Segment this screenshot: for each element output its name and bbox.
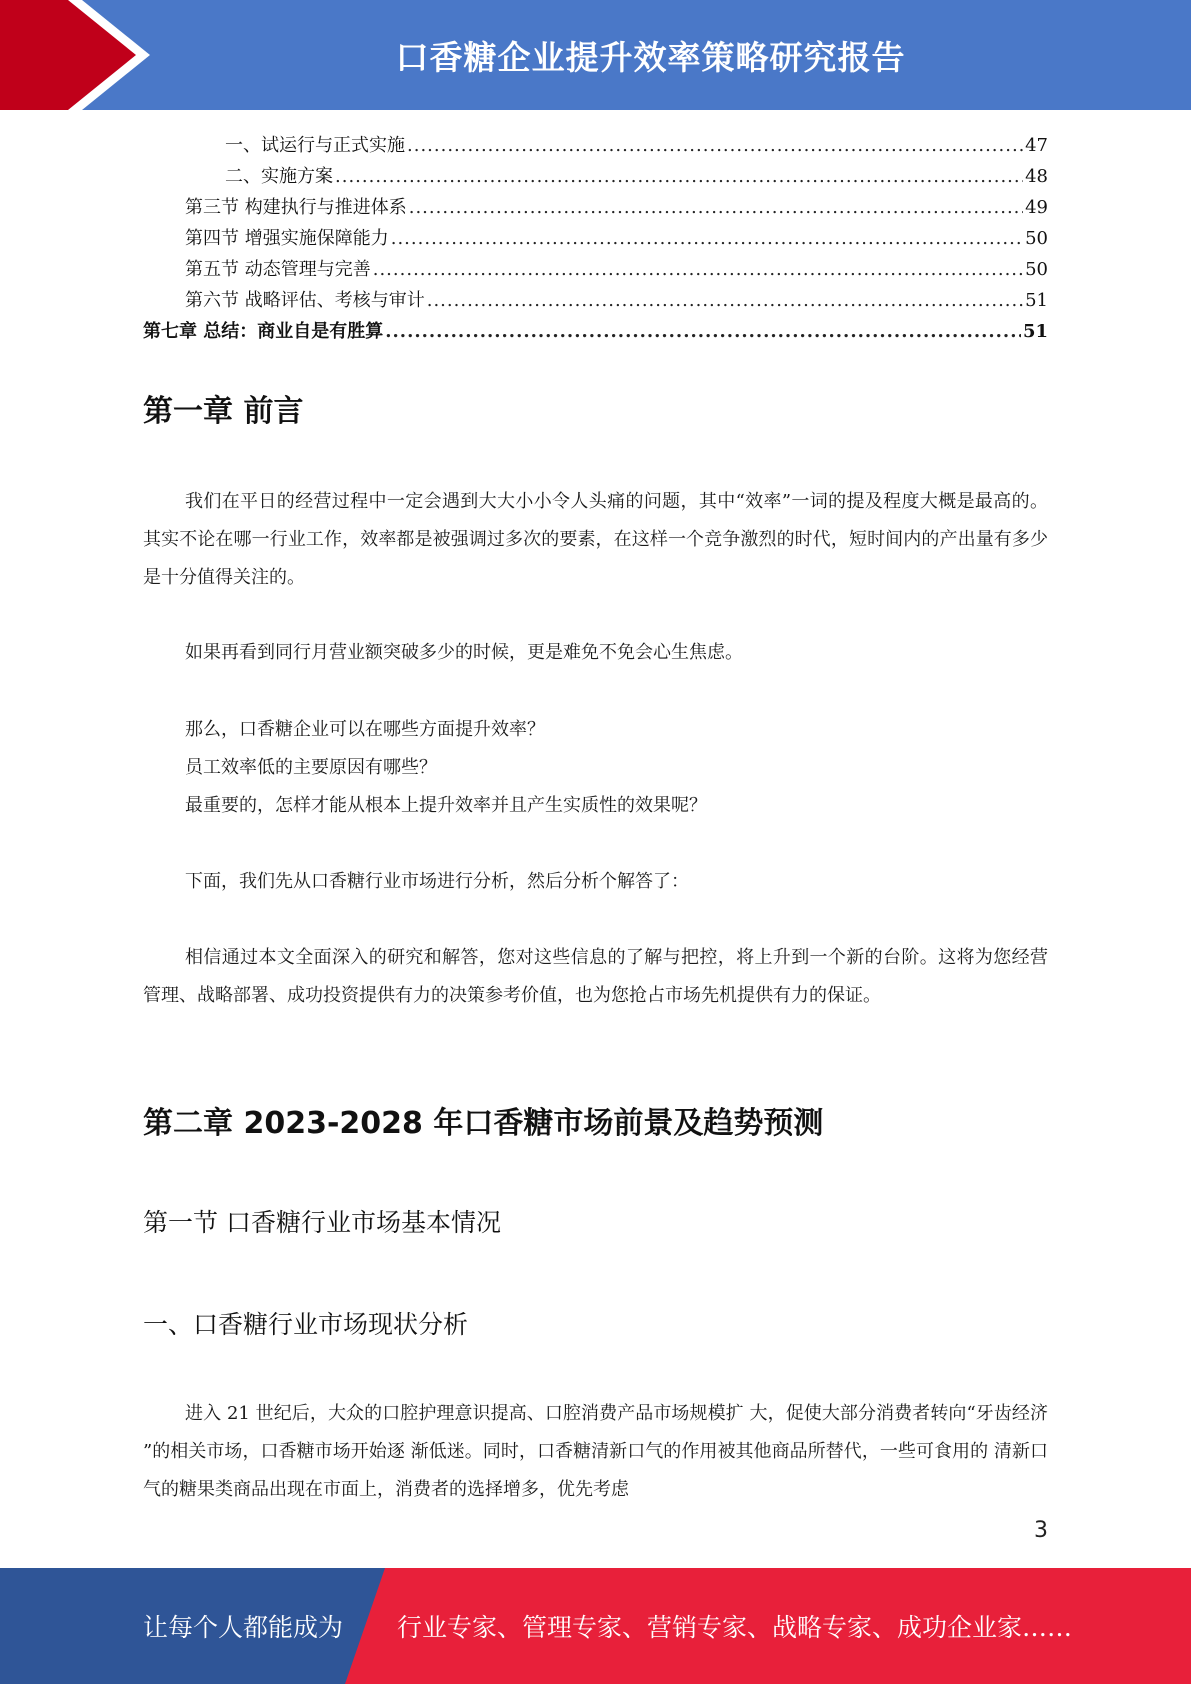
toc-entry[interactable] — [143, 223, 1048, 254]
toc-entry-label: 第四节 增强实施保障能力 — [185, 228, 389, 249]
footer-band — [0, 1568, 1191, 1684]
toc-entry-label: 第六节 战略评估、考核与审计 — [185, 290, 425, 311]
toc-leader-dots — [391, 223, 1023, 254]
question-line: 最重要的，怎样才能从根本上提升效率并且产生实质性的效果呢？ — [185, 795, 707, 816]
paragraph: 如果再看到同行月营业额突破多少的时候，更是难免不免会心生焦虑。 — [185, 642, 743, 663]
footer-slogan-left: 让每个人都能成为 — [143, 1613, 344, 1642]
toc-entry[interactable] — [143, 285, 1048, 316]
paragraph: 我们在平日的经营过程中一定会遇到大大小小令人头痛的问题，其中“效率”一词的提及程度大概是最高的。其实不论在哪一行业工作，效率都是被强调过多次的要素，在这样一个竞争激烈的时代，短时间内的产出量有多少是十分值得关注的。 — [143, 491, 1048, 588]
toc-entry-label: 第七章 总结：商业自是有胜算 — [143, 321, 384, 342]
toc-leader-dots — [407, 130, 1023, 161]
toc-entry[interactable] — [143, 161, 1048, 192]
toc-entry-page: 51 — [1022, 321, 1048, 342]
paragraph: 进入 21 世纪后，大众的口腔护理意识提高、口腔消费产品市场规模扩 大，促使大部分消费者转向“牙齿经济 ”的相关市场，口香糖市场开始逐 渐低迷。同时，口香糖清新口气的作用被其他商品所替代，一些可食用的 清新口气的糖果类商品出现在市面上，消费者的选择增多，优先考虑 — [143, 1403, 1048, 1500]
toc-leader-dots — [373, 254, 1023, 285]
document-title: 口香糖企业提升效率策略研究报告 — [395, 37, 906, 77]
footer-slogan-right: 行业专家、管理专家、营销专家、战略专家、成功企业家…… — [397, 1613, 1073, 1642]
subsection-heading: 一、口香糖行业市场现状分析 — [143, 1310, 469, 1339]
chapter-heading: 第二章 2023-2028 年口香糖市场前景及趋势预测 — [143, 1106, 824, 1141]
question-line: 员工效率低的主要原因有哪些？ — [185, 757, 437, 778]
toc-entry[interactable] — [143, 192, 1048, 223]
chapter-heading: 第一章 前言 — [143, 394, 304, 429]
paragraph: 相信通过本文全面深入的研究和解答，您对这些信息的了解与把控，将上升到一个新的台阶。这将为您经营管理、战略部署、成功投资提供有力的决策参考价值，也为您抢占市场先机提供有力的保证。 — [143, 947, 1048, 1006]
table-of-contents — [143, 130, 1048, 347]
toc-entry-label: 第三节 构建执行与推进体系 — [185, 197, 407, 218]
header-band — [0, 0, 1191, 110]
toc-entry[interactable] — [143, 130, 1048, 161]
toc-leader-dots — [385, 316, 1021, 347]
toc-entry-label: 二、实施方案 — [225, 166, 333, 187]
toc-leader-dots — [409, 192, 1023, 223]
toc-leader-dots — [335, 161, 1023, 192]
toc-leader-dots — [427, 285, 1023, 316]
toc-entry-page: 50 — [1025, 259, 1048, 280]
paragraph: 下面，我们先从口香糖行业市场进行分析，然后分析个解答了： — [185, 871, 689, 892]
toc-entry-page: 49 — [1025, 197, 1048, 218]
toc-entry-label: 第五节 动态管理与完善 — [185, 259, 371, 280]
section-heading: 第一节 口香糖行业市场基本情况 — [143, 1208, 501, 1237]
toc-entry-label: 一、试运行与正式实施 — [225, 135, 405, 156]
toc-entry-page: 48 — [1025, 166, 1048, 187]
toc-entry-page: 51 — [1025, 290, 1048, 311]
question-line: 那么，口香糖企业可以在哪些方面提升效率？ — [185, 719, 545, 740]
toc-entry-chapter[interactable] — [143, 316, 1048, 347]
toc-entry[interactable] — [143, 254, 1048, 285]
page-number: 3 — [1034, 1518, 1048, 1543]
toc-entry-page: 50 — [1025, 228, 1048, 249]
toc-entry-page: 47 — [1025, 135, 1048, 156]
